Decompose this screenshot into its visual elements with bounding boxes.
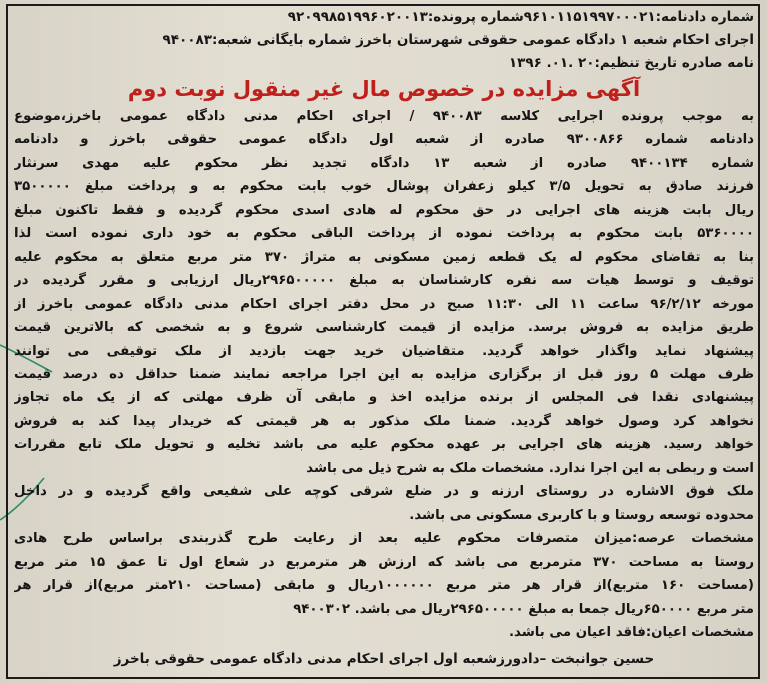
body-line: متر مربع ۶۵۰۰۰۰ریال جمعا به مبلغ ۲۹۶۵۰۰۰۰۰ریال می باشد. ۹۴۰۰۳۰۲	[293, 601, 754, 617]
body-line: روستا به مساحت ۳۷۰ مترمربع می باشد که ارزش هر مترمربع در شعاع اول تا عمق ۱۵ متر مربع	[14, 554, 754, 570]
body-line: ظرف مهلت ۵ روز قبل از برگزاری مزایده به این اجرا مراجعه نمایند ضمنا حداقل ده درصد قیمت	[14, 366, 754, 382]
notice-title: آگهی مزایده در خصوص مال غیر منقول نوبت دوم	[127, 77, 641, 101]
enforcement-branch: اجرای احکام شعبه ۱ دادگاه عمومی حقوقی شهرستان باخرز شماره بایگانی شعبه:۹۴۰۰۸۳	[162, 32, 754, 48]
body-line: ملک فوق الاشاره در روستای ارزنه و در ضلع شرقی کوچه علی شفیعی واقع گردیده و در داخل	[14, 484, 754, 500]
body-line: فرزند صادق به تحویل ۳/۵ کیلو زعفران پوشال خوب بابت محکوم به و پرداخت مبلغ ۳۵۰۰۰۰۰	[14, 179, 754, 195]
body-line: ریال بابت هزینه های اجرایی در حق محکوم له هادی اسدی محکوم گردیده و فقط تاکنون مبلغ	[14, 202, 754, 218]
body-line: طریق مزایده به فروش برسد. مزایده از قیمت کارشناسی شروع و به شخصی که بالاترین قیمت	[14, 320, 754, 336]
body-line: به موجب پرونده اجرایی کلاسه ۹۴۰۰۸۳ / اجرای احکام مدنی دادگاه عمومی باخرز،موضوع	[14, 109, 754, 124]
body-line: مشخصات اعیان:فاقد اعیان می باشد.	[508, 624, 754, 640]
body-line: توقیف و توسط هیات سه نفره کارشناسان به مبلغ ۲۹۶۵۰۰۰۰۰ریال ارزیابی و مقرر گردیده در	[14, 273, 754, 289]
body-line: مشخصات عرصه:میزان متصرفات محکوم علیه بعد از رعایت طرح گذربندی براساس طرح هادی	[14, 531, 754, 547]
notice-content	[14, 6, 754, 672]
body-line: مورخه ۹۶/۲/۱۲ ساعت ۱۱ الی ۱۱:۳۰ صبح در محل دفتر اجرای احکام مدنی دادگاه عمومی باخرز از	[14, 296, 754, 312]
body-line: پیشنهاد نماید واگذار خواهد گردید. متقاضیان خرید جهت بازدید از ملک توقیفی می توانند	[14, 343, 754, 359]
body-line: خواهد رسید. هزینه های اجرایی بر عهده محکوم علیه می باشد تخلیه و تحویل ملک تابع مقررات	[14, 437, 754, 453]
body-line: بنا به تقاضای محکوم له یک قطعه زمین مسکونی به متراژ ۳۷۰ متر مربع متعلق به محکوم علیه	[14, 249, 754, 265]
body-line: شماره ۹۴۰۰۱۳۴ صادره از شعبه ۱۳ دادگاه تجدید نظر محکوم علیه مهدی سرنثار	[14, 155, 754, 171]
signature: حسین جوانبخت –دادورزشعبه اول اجرای احکام مدنی دادگاه عمومی حقوقی باخرز	[113, 651, 655, 668]
body-line: دادنامه شماره ۹۳۰۰۸۶۶ صادره از شعبه اول دادگاه عمومی حقوقی باخرز و دادنامه	[14, 132, 754, 148]
body-line: است و ربطی به این اجرا ندارد. مشخصات ملک به شرح ذیل می باشد	[306, 460, 754, 476]
notice-body	[14, 105, 754, 644]
case-file-numbers: شماره دادنامه:۹۶۱۰۱۱۵۱۹۹۷۰۰۰۲۱شماره پرونده:۹۲۰۹۹۸۵۱۹۹۶۰۲۰۰۱۳	[287, 9, 754, 25]
body-line: پیشنهادی نقدا فی المجلس از برنده مزایده اخذ و مابقی آن ظرف مهلتی که از یک ماه تجاوز	[14, 390, 754, 406]
body-line: نخواهد کرد وصول خواهد گردید. ضمنا ملک مذکور به هر قیمتی که خریدار پیدا کند به فروش	[14, 413, 754, 429]
body-line: (مساحت ۱۶۰ متربع)از قرار هر متر مربع ۱۰۰۰۰۰۰ریال و مابقی (مساحت ۲۱۰متر مربع)از قرار هر	[14, 578, 754, 594]
issue-date: نامه صادره تاریخ تنظیم:۲۰ .۰۱. ۱۳۹۶	[508, 55, 754, 71]
body-line: ۵۳۶۰۰۰۰ بابت محکوم به پرداخت نموده از پرداخت الباقی محکوم به خود داری نموده است لذا	[14, 226, 754, 242]
body-line: محدوده توسعه روستا و با کاربری مسکونی می باشد.	[409, 507, 754, 523]
